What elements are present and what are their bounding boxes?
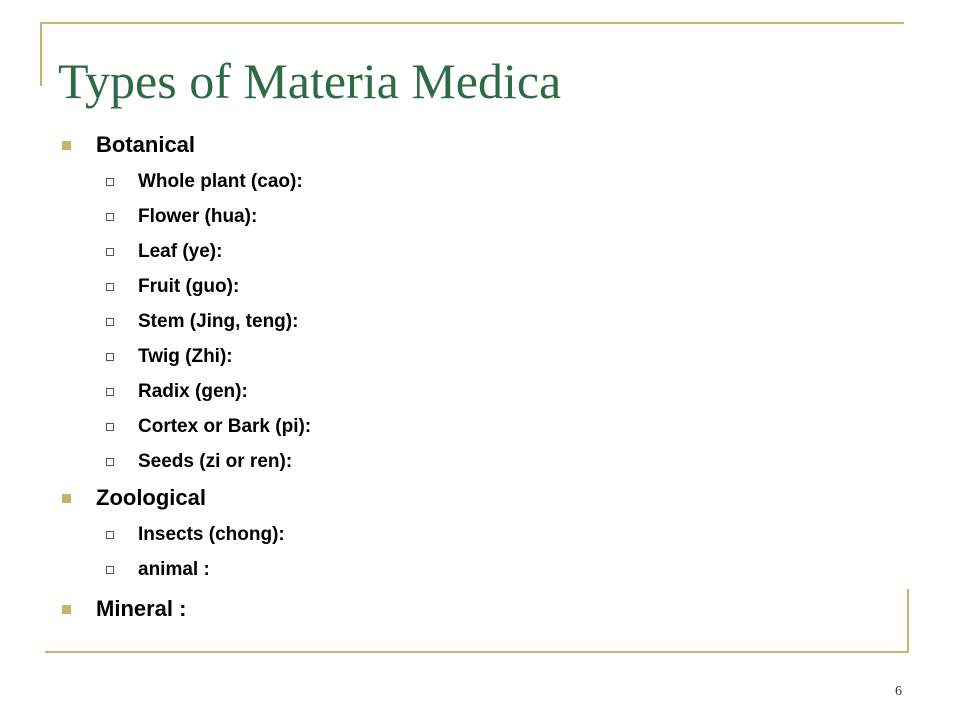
list-item-label: Twig (Zhi):	[138, 346, 233, 367]
list-item-label: Fruit (guo):	[138, 276, 240, 297]
hollow-square-bullet-icon	[106, 458, 114, 466]
hollow-square-bullet-icon	[106, 178, 114, 186]
outline-item-label: Botanical	[96, 132, 196, 157]
list-item-label: Flower (hua):	[138, 206, 258, 227]
hollow-square-bullet-icon	[106, 566, 114, 574]
list-item-label: Whole plant (cao):	[138, 171, 303, 192]
hollow-square-bullet-icon	[106, 353, 114, 361]
list-item-label: Cortex or Bark (pi):	[138, 416, 312, 437]
list-item-label: animal :	[138, 559, 210, 580]
hollow-square-bullet-icon	[106, 213, 114, 221]
hollow-square-bullet-icon	[106, 318, 114, 326]
outline-item-label: Mineral :	[96, 596, 187, 621]
list-item-label: Radix (gen):	[138, 381, 248, 402]
list-item-label: Leaf (ye):	[138, 241, 223, 262]
outline-item-label: Zoological	[96, 485, 206, 510]
list-item-label: Insects (chong):	[138, 524, 285, 545]
slide-title: Types of Materia Medica	[58, 53, 562, 109]
square-bullet-icon	[62, 494, 71, 503]
square-bullet-icon	[62, 605, 71, 614]
page-number: 6	[895, 684, 902, 699]
hollow-square-bullet-icon	[106, 283, 114, 291]
hollow-square-bullet-icon	[106, 248, 114, 256]
square-bullet-icon	[62, 141, 71, 150]
list-item-label: Seeds (zi or ren):	[138, 451, 293, 472]
list-item-label: Stem (Jing, teng):	[138, 311, 299, 332]
hollow-square-bullet-icon	[106, 388, 114, 396]
hollow-square-bullet-icon	[106, 531, 114, 539]
hollow-square-bullet-icon	[106, 423, 114, 431]
